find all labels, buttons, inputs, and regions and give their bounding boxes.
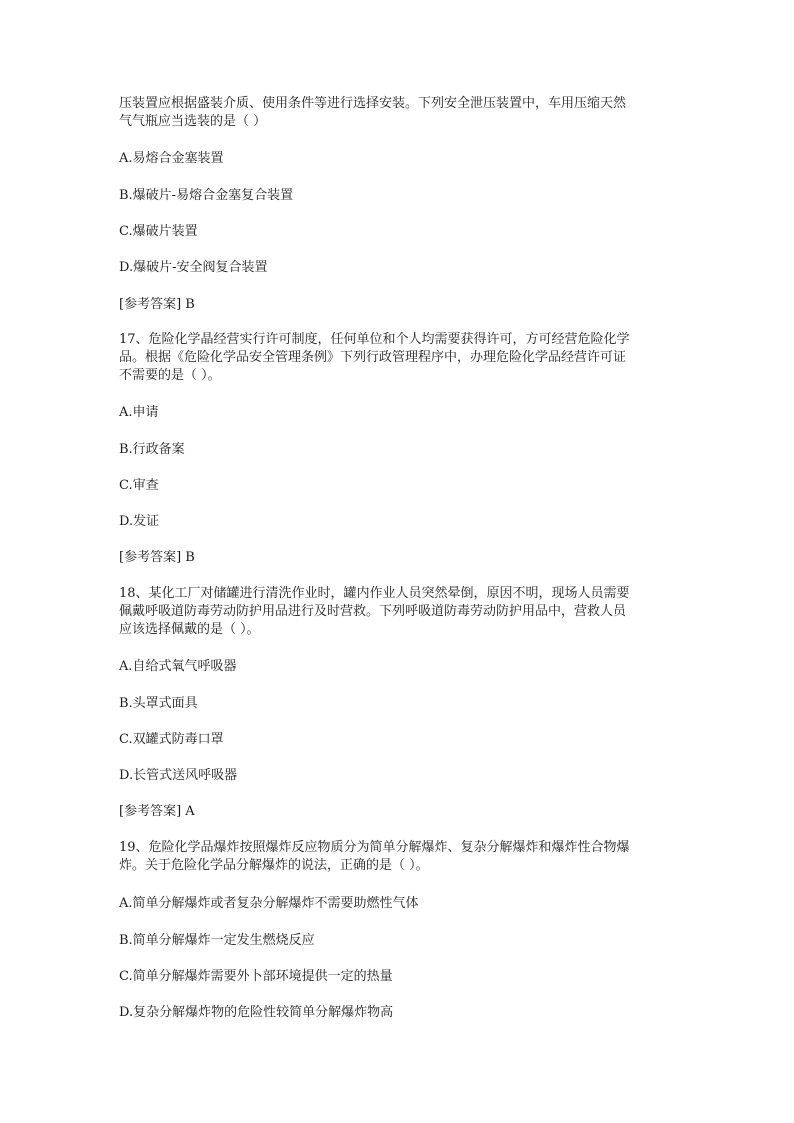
option-b: B.简单分解爆炸一定发生燃烧反应 [119, 933, 315, 948]
option-c: C.审查 [119, 478, 159, 493]
question-19-stem [119, 839, 679, 875]
option-b: B.爆破片-易熔合金塞复合装置 [119, 188, 294, 203]
stem-line: 压装置应根据盛装介质、使用条件等进行选择安装。下列安全泄压装置中，车用压缩天然 [119, 96, 627, 111]
stem-line: 炸。关于危险化学品分解爆炸的说法，正确的是（ ）。 [119, 858, 429, 873]
option-c: C.双罐式防毒口罩 [119, 732, 224, 747]
option-a: A.申请 [119, 405, 159, 420]
answer-line: [参考答案] B [119, 297, 195, 312]
stem-line: 品。根据《危险化学品安全管理条例》下列行政管理程序中，办理危险化学品经营许可证 [119, 350, 627, 365]
question-16-stem [119, 95, 679, 131]
option-b: B.头罩式面具 [119, 696, 198, 711]
question-18-stem [119, 585, 679, 639]
option-a: A.易熔合金塞装置 [119, 151, 224, 166]
stem-line: 19、危险化学品爆炸按照爆炸反应物质分为简单分解爆炸、复杂分解爆炸和爆炸性合物爆 [119, 840, 630, 855]
option-a: A.简单分解爆炸或者复杂分解爆炸不需要助燃性气体 [119, 896, 419, 911]
option-c: C.爆破片装置 [119, 224, 198, 239]
answer-line: [参考答案] A [119, 804, 195, 819]
answer-line: [参考答案] B [119, 550, 195, 565]
option-b: B.行政备案 [119, 442, 185, 457]
question-17-stem [119, 331, 679, 385]
stem-line: 17、危险化学晶经营实行许可制度，任何单位和个人均需要获得许可，方可经营危险化学 [119, 332, 630, 347]
option-c: C.简单分解爆炸需要外卜部环境提供一定的热量 [119, 969, 393, 984]
option-d: D.发证 [119, 514, 160, 529]
option-d: D.爆破片-安全阀复合装置 [119, 260, 268, 275]
stem-line: 佩戴呼吸道防毒劳动防护用品进行及时营救。下列呼吸道防毒劳动防护用品中，营救人员 [119, 604, 627, 619]
stem-line: 应该选择佩戴的是（ ）。 [119, 622, 260, 637]
option-d: D.复杂分解爆炸物的危险性较简单分解爆炸物高 [119, 1005, 394, 1020]
option-a: A.自给式氧气呼吸器 [119, 659, 237, 674]
stem-line: 气气瓶应当选装的是（ ） [119, 114, 267, 129]
option-d: D.长管式送风呼吸器 [119, 768, 238, 783]
stem-line: 不需要的是（ ）。 [119, 368, 221, 383]
stem-line: 18、某化工厂对储罐进行清洗作业时，罐内作业人员突然晕倒，原因不明，现场人员需要 [119, 586, 630, 601]
